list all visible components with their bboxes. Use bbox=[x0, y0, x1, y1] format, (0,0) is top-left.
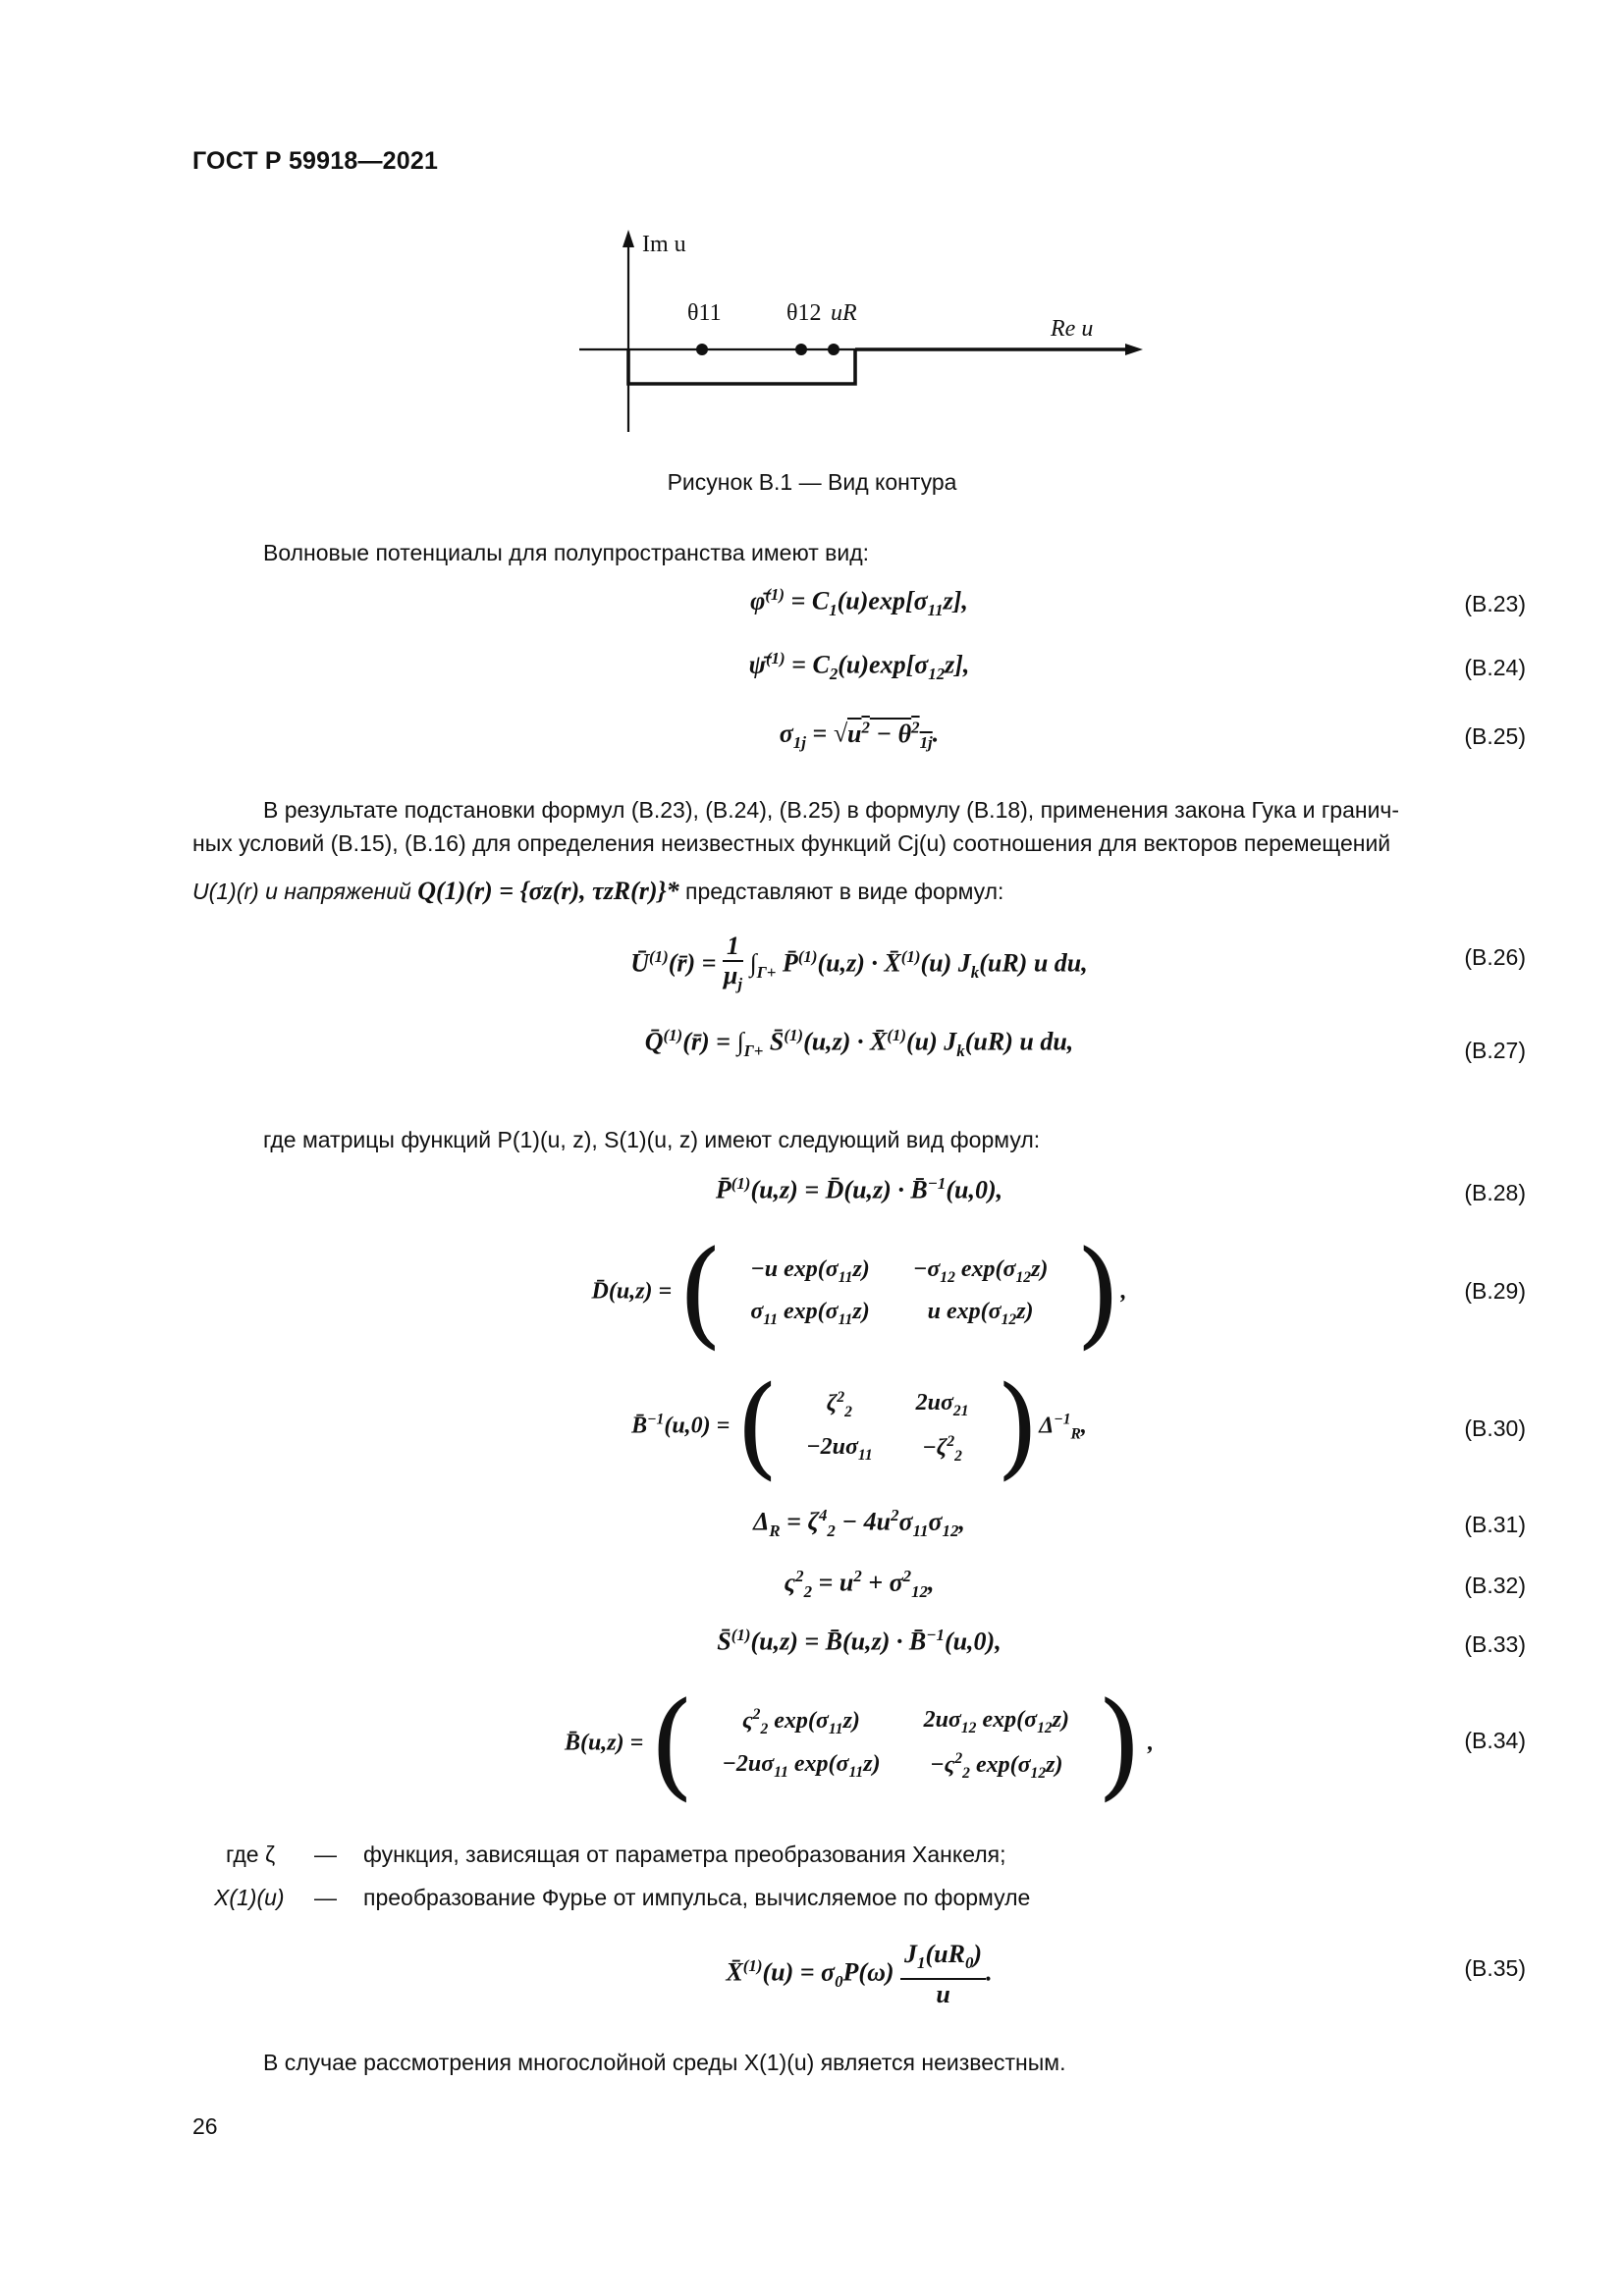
equation-b26-formula: $Ū^{(1)}(r̄)$ = $\frac{1}{\mu_j}$ $\int_{\Gamma+}$ P̄$^{(1)}$(u,z) · X̄$^{(1)}$(u) $J_k(uR)$ u du, bbox=[630, 932, 1088, 994]
equation-b34-formula: B̄(u,z) = ( $\varsigma^2_2$ $\exp(\sigma_{11}z)$ $2u\sigma_{12}$ $\exp(\sigma_{12}z)$ $-2u\sigma_{11}$ $\exp(\sigma_{11}z)$ $-\varsigma^2_2$ $\exp(\sigma_{12}z)$ ) , bbox=[564, 1677, 1155, 1812]
axis-label-re: Re u bbox=[1051, 316, 1094, 342]
equation-b23-formula: φ̄$^{(1)}$ = $C_1(u)\exp[\sigma_{11}z]$, bbox=[750, 585, 968, 619]
equation-b33 bbox=[192, 1620, 1526, 1679]
equation-b31-formula: $\Delta_R = \zeta^4_2 - 4u^2\sigma_{11}\sigma_{12}$, bbox=[753, 1506, 965, 1540]
text-q-vector: Q(1)(r) = {σz(r), τzR(r)}* bbox=[417, 877, 679, 905]
equation-b27 bbox=[192, 1016, 1526, 1095]
equation-b23-number: (В.23) bbox=[1464, 591, 1526, 616]
point-uR bbox=[828, 344, 839, 355]
equation-b35-formula: X̄$^{(1)}$(u) = $\sigma_0P(\omega)$ $\frac{J_1(uR_0)}{u}$ . bbox=[726, 1940, 993, 2009]
axis-label-im-text: Im u bbox=[642, 232, 686, 257]
equation-b32 bbox=[192, 1561, 1526, 1620]
paragraph-substitution-line1: В результате подстановки формул (В.23), (В.24), (В.25) в формулу (В.18), применения закона Гука и гранич- bbox=[263, 797, 1400, 823]
equation-b34 bbox=[192, 1677, 1526, 1812]
page-number: 26 bbox=[192, 2113, 218, 2139]
equation-b27-number: (В.27) bbox=[1464, 1038, 1526, 1063]
where-zeta-dash: — bbox=[314, 1842, 337, 1867]
equation-b30 bbox=[192, 1363, 1526, 1491]
equation-b33-formula: S̄$^{(1)}$(u,z) = B̄(u,z) · B̄$^{-1}$(u,0), bbox=[717, 1626, 1001, 1656]
equation-b28-formula: P̄$^{(1)}$(u,z) = D̄(u,z) · B̄$^{-1}$(u,0), bbox=[715, 1174, 1003, 1204]
where-x-symbol: X(1)(u) bbox=[214, 1885, 285, 1910]
equation-b24 bbox=[192, 643, 1526, 702]
label-theta11: θ11 bbox=[687, 300, 722, 326]
equation-b24-number: (В.24) bbox=[1464, 655, 1526, 680]
figure-caption: Рисунок В.1 — Вид контура bbox=[667, 469, 957, 495]
equation-b35-number: (В.35) bbox=[1464, 1955, 1526, 1981]
equation-b25-number: (В.25) bbox=[1464, 723, 1526, 749]
where-x-description: преобразование Фурье от импульса, вычисляемое по формуле bbox=[363, 1885, 1031, 1910]
equation-b28 bbox=[192, 1168, 1526, 1227]
paragraph-substitution-line2: ных условий (В.15), (В.16) для определения неизвестных функций Cj(u) соотношения для векторов перемещений bbox=[192, 830, 1391, 856]
paragraph-multilayer: В случае рассмотрения многослойной среды X(1)(u) является неизвестным. bbox=[263, 2050, 1066, 2075]
contour-path bbox=[628, 349, 855, 384]
equation-b32-formula: $\varsigma^2_2 = u^2 + \sigma^2_{12}$, bbox=[784, 1567, 935, 1601]
equation-b25-formula: $\sigma_{1j} = √u^2 - \theta^2_{1j}$. bbox=[779, 718, 940, 752]
where-zeta-description: функция, зависящая от параметра преобразования Ханкеля; bbox=[363, 1842, 1006, 1867]
where-x-dash: — bbox=[314, 1885, 337, 1910]
equation-b26-number: (В.26) bbox=[1464, 944, 1526, 970]
point-theta12 bbox=[795, 344, 807, 355]
paragraph-substitution-line3 bbox=[192, 877, 1003, 906]
paragraph-wave-potentials: Волновые потенциалы для полупространства имеют вид: bbox=[263, 540, 870, 565]
point-theta11 bbox=[696, 344, 708, 355]
equation-b31-number: (В.31) bbox=[1464, 1512, 1526, 1537]
equation-b30-formula: B̄$^{-1}$(u,0) = ( $\zeta^2_2$ $2u\sigma_{21}$ $-2u\sigma_{11}$ $-\zeta^2_2$ )$\Delta^{-1}_R$, bbox=[631, 1363, 1087, 1491]
equation-b28-number: (В.28) bbox=[1464, 1180, 1526, 1205]
paragraph-matrices: где матрицы функций P(1)(u, z), S(1)(u, z) имеют следующий вид формул: bbox=[263, 1127, 1041, 1152]
axis-label-im bbox=[642, 232, 686, 258]
equation-b29 bbox=[192, 1225, 1526, 1361]
equation-b27-formula: Q̄$^{(1)}$(r̄) = $\int_{\Gamma+}$ S̄$^{(1)}$(u,z) · X̄$^{(1)}$(u) $J_k(uR)$ u du, bbox=[644, 1026, 1074, 1060]
equation-b25 bbox=[192, 712, 1526, 771]
equation-b33-number: (В.33) bbox=[1464, 1631, 1526, 1657]
equation-b32-number: (В.32) bbox=[1464, 1573, 1526, 1598]
equation-b34-number: (В.34) bbox=[1464, 1728, 1526, 1753]
equation-b26 bbox=[192, 923, 1526, 1001]
equation-b30-number: (В.30) bbox=[1464, 1415, 1526, 1441]
imaginary-axis-arrow bbox=[623, 230, 634, 247]
equation-b24-formula: ψ̄$^{(1)}$ = $C_2(u)\exp[\sigma_{12}z]$, bbox=[748, 649, 970, 683]
equation-b31 bbox=[192, 1500, 1526, 1559]
text-represent: представляют в виде формул: bbox=[685, 879, 1004, 904]
equation-b29-number: (В.29) bbox=[1464, 1278, 1526, 1304]
equation-b23 bbox=[192, 579, 1526, 638]
text-u-vector: U(1)(r) и напряжений bbox=[192, 879, 411, 904]
label-theta12: θ12 bbox=[786, 300, 822, 326]
equation-b35 bbox=[192, 1936, 1526, 2014]
document-header: ГОСТ Р 59918—2021 bbox=[192, 147, 439, 175]
where-zeta-symbol: где ζ bbox=[226, 1842, 276, 1867]
equation-b29-formula: D̄(u,z) = ( −u $\exp(\sigma_{11}z)$ $-\sigma_{12}$ $\exp(\sigma_{12}z)$ $\sigma_{11}$ $\exp(\sigma_{11}z)$ u $\exp(\sigma_{12}z)$ ), bbox=[591, 1225, 1127, 1361]
label-uR: uR bbox=[831, 300, 857, 326]
